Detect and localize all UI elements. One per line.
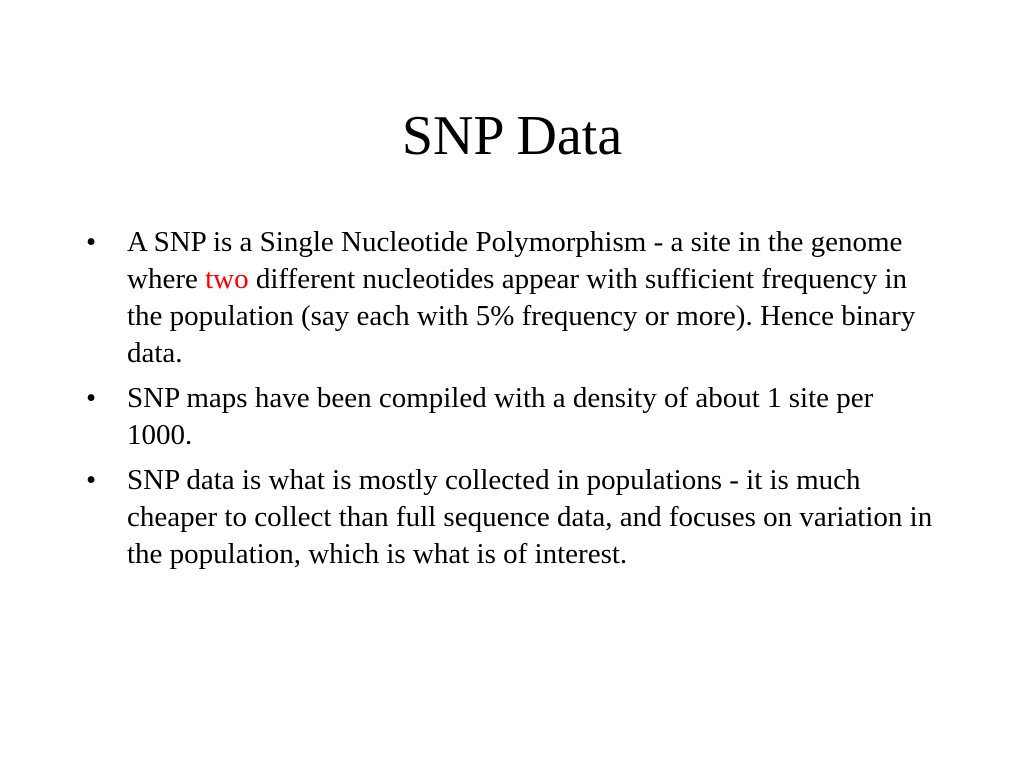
bullet-text-part: different nucleotides appear with sufficient frequency in the population (say each with 5% frequency or more). Hence binary data. [127, 263, 916, 369]
bullet-item [82, 224, 942, 372]
bullet-text: SNP maps have been compiled with a density of about 1 site per 1000. [127, 382, 874, 451]
bullet-marker: • [86, 464, 97, 496]
bullet-text-part: A SNP is a Single Nucleotide Polymorphism - a site in the genome where [127, 226, 903, 295]
bullet-item [82, 380, 942, 454]
highlighted-word: two [205, 263, 249, 295]
bullet-text: SNP data is what is mostly collected in populations - it is much cheaper to collect than full sequence data, and focuses on variation in the population, which is what is of interest. [127, 464, 933, 570]
bullet-marker: • [86, 226, 97, 258]
bullet-list [82, 224, 942, 581]
slide-title: SNP Data [401, 105, 623, 167]
bullet-item [82, 462, 942, 573]
bullet-marker: • [86, 382, 97, 414]
